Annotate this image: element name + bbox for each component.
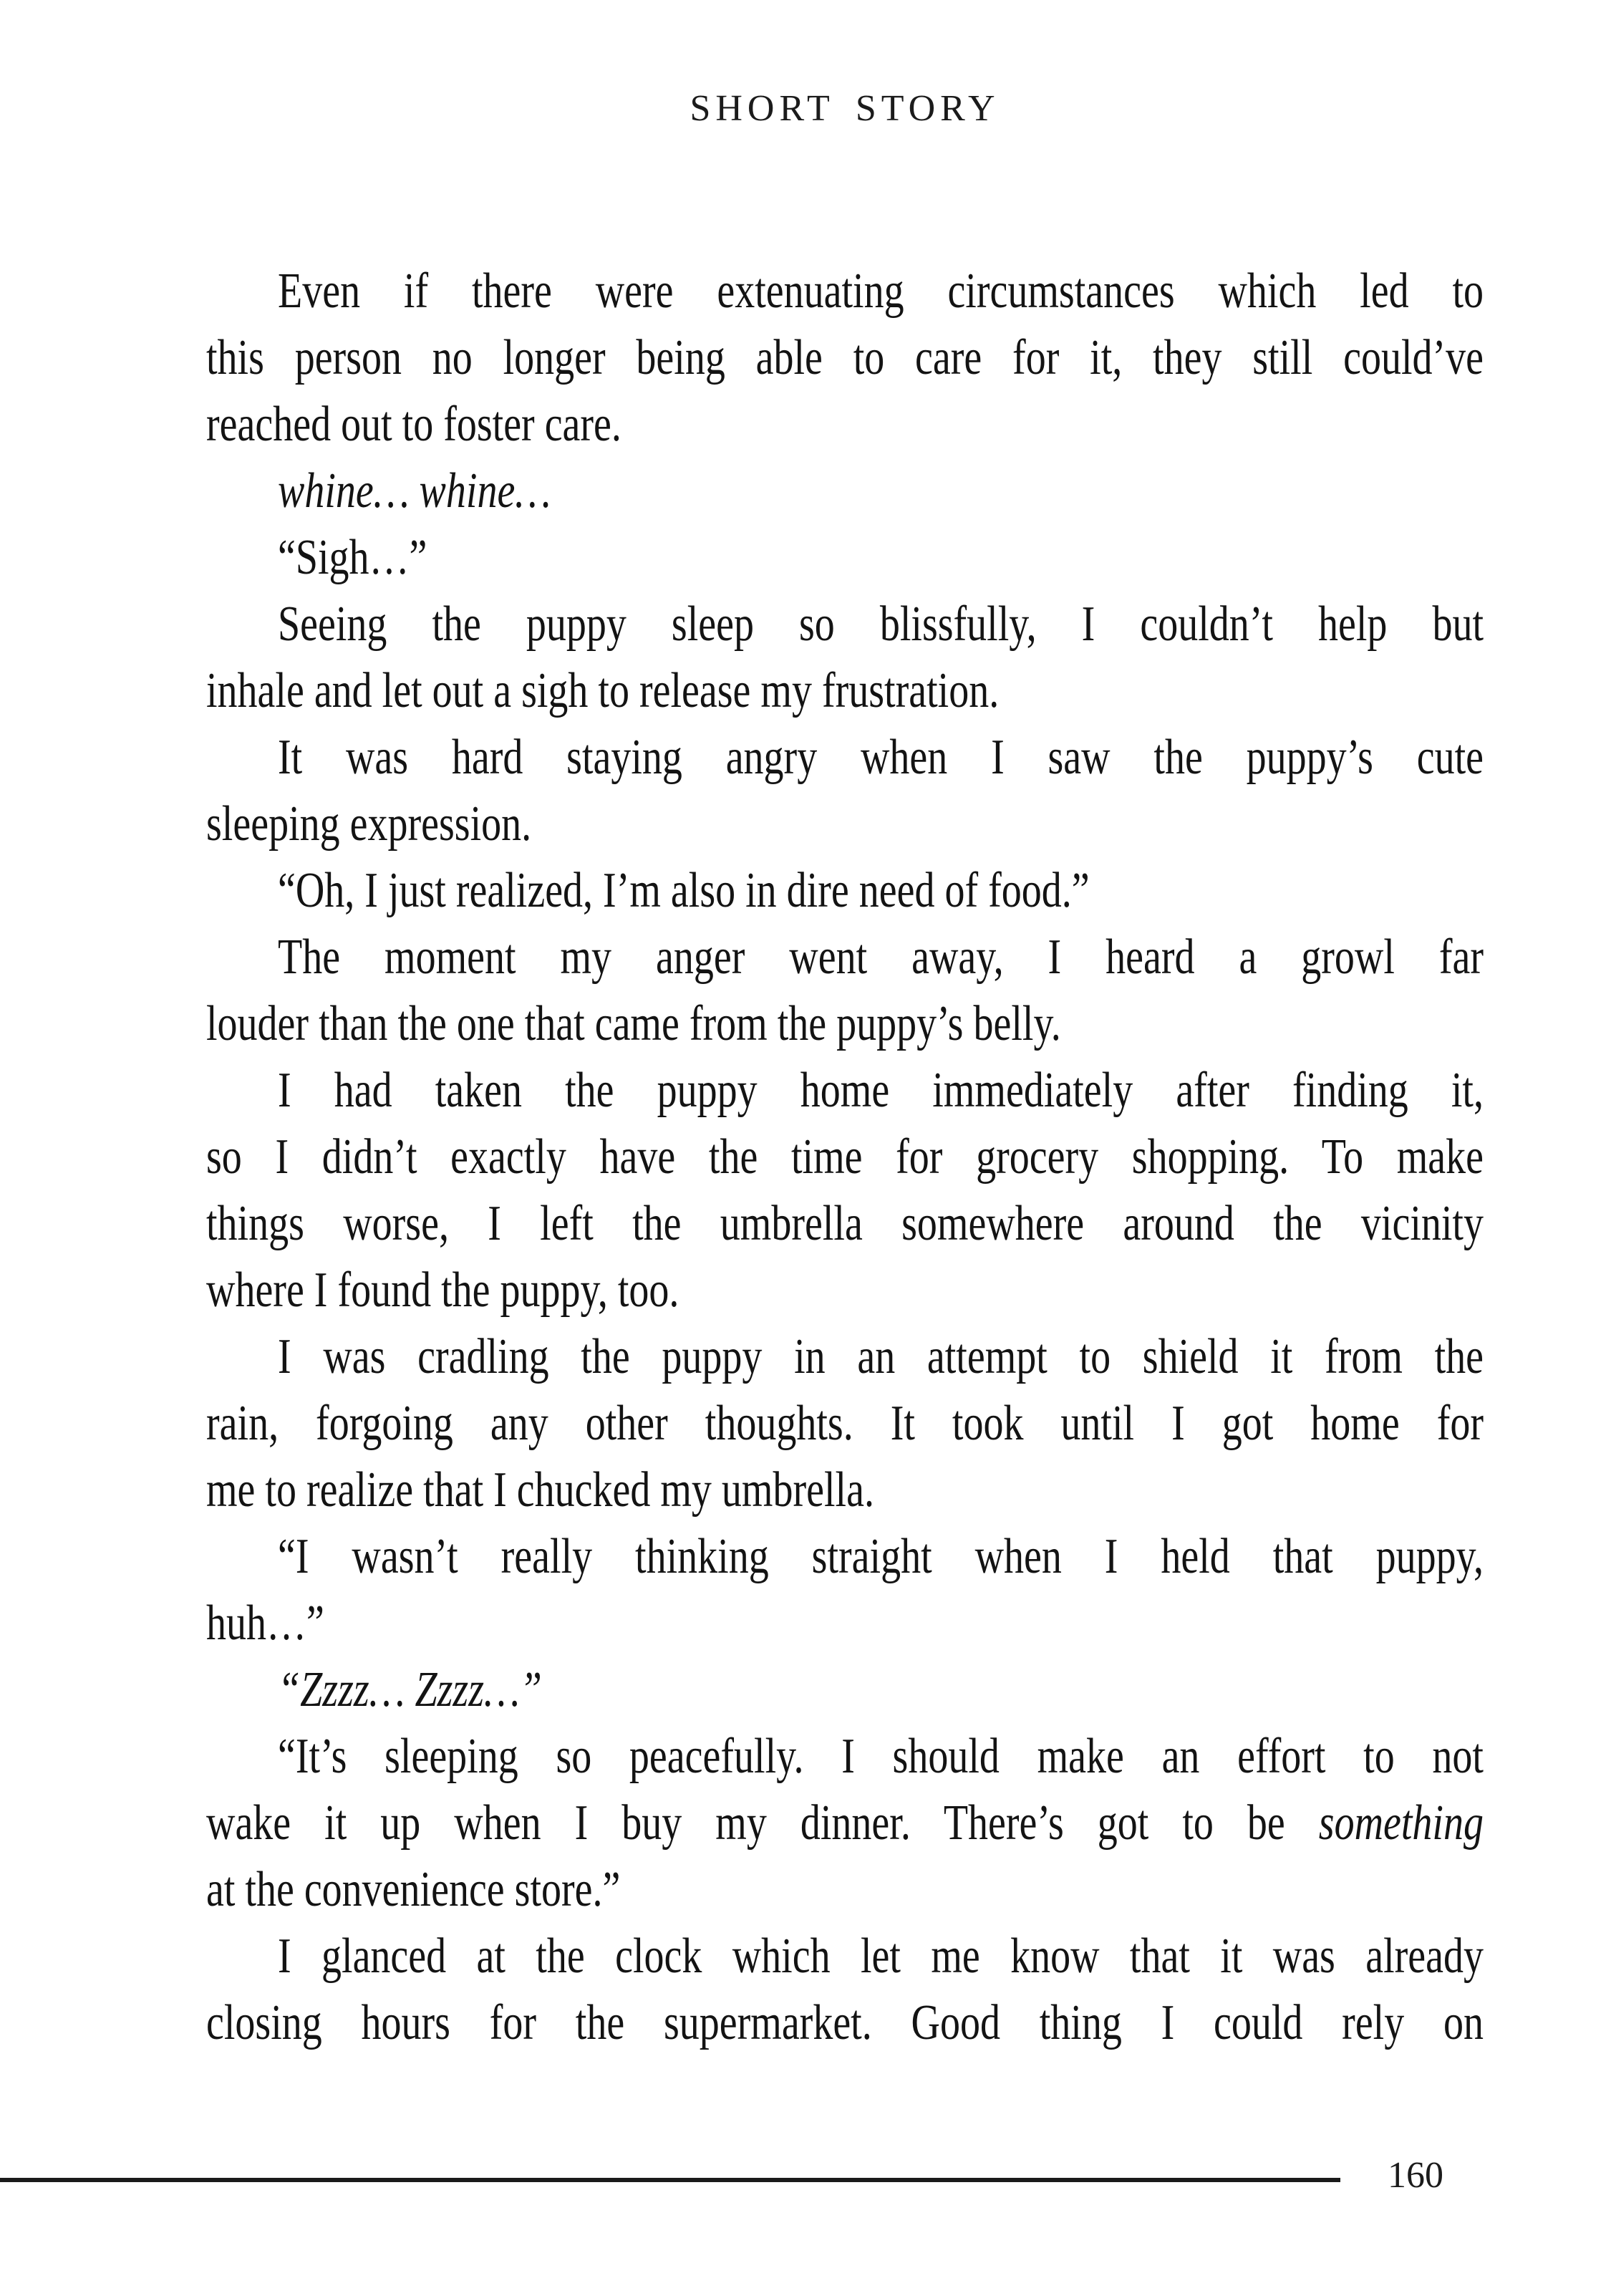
text-segment: “Oh, I just realized, I’m also in dire need of food.” xyxy=(278,863,1090,918)
text-segment: closing hours for the supermarket. Good thing I could rely on xyxy=(206,1995,1484,2050)
text-segment: louder than the one that came from the puppy’s belly. xyxy=(206,996,1061,1051)
text-segment: so I didn’t exactly have the time for grocery shopping. To make xyxy=(206,1129,1484,1185)
text-segment: I glanced at the clock which let me know that it was already xyxy=(278,1929,1484,1984)
italic-text: something xyxy=(1318,1795,1484,1851)
text-segment: me to realize that I chucked my umbrella. xyxy=(206,1462,874,1518)
text-line xyxy=(206,1057,1484,1124)
paragraph xyxy=(206,458,1484,524)
text-segment: The moment my anger went away, I heard a growl far xyxy=(278,930,1484,985)
text-line xyxy=(206,524,1484,591)
text-segment: at the convenience store.” xyxy=(206,1862,621,1917)
text-line xyxy=(206,857,1484,924)
paragraph xyxy=(206,258,1484,458)
text-line xyxy=(206,1523,1484,1590)
text-segment: reached out to foster care. xyxy=(206,397,621,452)
text-line xyxy=(206,324,1484,391)
text-segment: Seeing the puppy sleep so blissfully, I couldn’t help but xyxy=(278,597,1484,652)
text-line xyxy=(206,1790,1484,1856)
text-segment: where I found the puppy, too. xyxy=(206,1263,679,1318)
text-segment: sleeping expression. xyxy=(206,796,532,852)
italic-text: “Zzzz… Zzzz…” xyxy=(278,1662,542,1717)
text-segment: wake it up when I buy my dinner. There’s got to be xyxy=(206,1795,1319,1851)
text-segment: “Sigh…” xyxy=(278,530,427,585)
text-line xyxy=(206,657,1484,724)
paragraph xyxy=(206,524,1484,591)
paragraph xyxy=(206,1923,1484,2056)
paragraph xyxy=(206,1723,1484,1923)
text-segment: It was hard staying angry when I saw the puppy’s cute xyxy=(278,730,1484,785)
page-number: 160 xyxy=(1388,2155,1443,2196)
text-line xyxy=(206,990,1484,1057)
text-segment: I was cradling the puppy in an attempt to shield it from the xyxy=(278,1329,1484,1384)
text-segment: huh…” xyxy=(206,1596,324,1651)
text-line xyxy=(206,1323,1484,1390)
paragraph xyxy=(206,724,1484,857)
text-segment: rain, forgoing any other thoughts. It took until I got home for xyxy=(206,1396,1484,1451)
story-text xyxy=(206,258,1484,2056)
text-line xyxy=(206,1590,1484,1656)
text-segment: I had taken the puppy home immediately after finding it, xyxy=(278,1063,1484,1118)
text-line xyxy=(206,258,1484,324)
text-line xyxy=(206,924,1484,990)
paragraph xyxy=(206,1323,1484,1523)
text-line xyxy=(206,1723,1484,1790)
text-line xyxy=(206,791,1484,857)
text-line xyxy=(206,1124,1484,1190)
text-line xyxy=(206,1923,1484,1989)
text-segment: inhale and let out a sigh to release my frustration. xyxy=(206,663,1000,718)
paragraph xyxy=(206,924,1484,1057)
text-line xyxy=(206,1856,1484,1923)
text-line xyxy=(206,1989,1484,2056)
text-line xyxy=(206,591,1484,657)
paragraph xyxy=(206,1656,1484,1723)
text-segment: “It’s sleeping so peacefully. I should make an effort to not xyxy=(278,1729,1484,1784)
text-line xyxy=(206,391,1484,458)
text-line xyxy=(206,724,1484,791)
paragraph xyxy=(206,857,1484,924)
footer-divider xyxy=(0,2178,1340,2182)
text-line xyxy=(206,458,1484,524)
text-line xyxy=(206,1457,1484,1523)
paragraph xyxy=(206,591,1484,724)
text-line xyxy=(206,1390,1484,1457)
italic-text: whine… whine… xyxy=(278,463,551,518)
running-header: SHORT STORY xyxy=(690,88,1000,129)
paragraph xyxy=(206,1523,1484,1656)
text-segment: this person no longer being able to care for it, they still could’ve xyxy=(206,330,1484,385)
text-segment: things worse, I left the umbrella somewhere around the vicinity xyxy=(206,1196,1484,1251)
paragraph xyxy=(206,1057,1484,1323)
text-segment: Even if there were extenuating circumstances which led to xyxy=(278,264,1484,319)
text-line xyxy=(206,1190,1484,1257)
text-segment: “I wasn’t really thinking straight when I held that puppy, xyxy=(278,1529,1484,1584)
text-line xyxy=(206,1257,1484,1323)
text-line xyxy=(206,1656,1484,1723)
